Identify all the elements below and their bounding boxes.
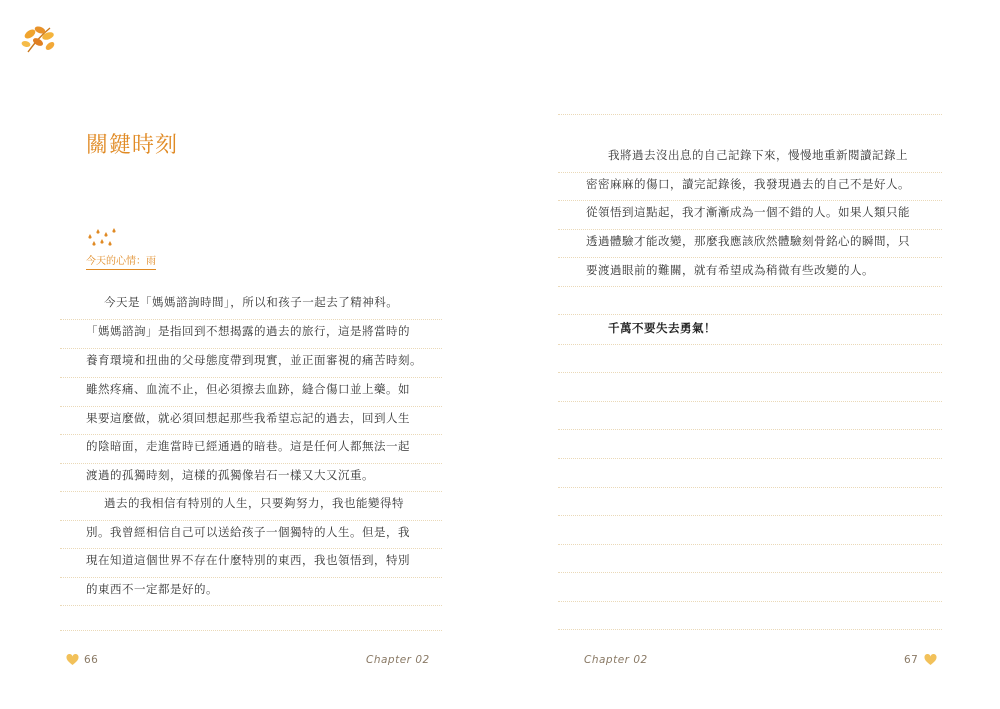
chapter-label: Chapter 02: [366, 654, 430, 666]
mood-label: 今天的心情：雨: [86, 252, 156, 270]
rule-line: [60, 463, 442, 464]
rule-line: [60, 434, 442, 435]
rule-line: [558, 314, 942, 315]
body-line: 過去的我相信有特別的人生，只要夠努力，我也能變得特: [104, 496, 404, 510]
rule-line: [558, 257, 942, 258]
body-line: 養育環境和扭曲的父母態度帶到現實，並正面審視的痛苦時刻。: [86, 353, 422, 367]
rule-line: [558, 372, 942, 373]
body-line: 的陰暗面，走進當時已經通過的暗巷。這是任何人都無法一起: [86, 439, 410, 453]
rule-line: [60, 348, 442, 349]
rule-line: [558, 401, 942, 402]
body-line: 透過體驗才能改變，那麼我應該欣然體驗刻骨銘心的瞬間，只: [586, 234, 910, 248]
body-line: 從領悟到這點起，我才漸漸成為一個不錯的人。如果人類只能: [586, 205, 910, 219]
body-line: 要渡過眼前的難關，就有希望成為稍微有些改變的人。: [586, 263, 874, 277]
body-line: 「媽媽諮詢」是指回到不想揭露的過去的旅行，這是將當時的: [86, 324, 410, 338]
body-line: 果要這麼做，就必須回想起那些我希望忘記的過去，回到人生: [86, 411, 410, 425]
body-line: 密密麻麻的傷口，讀完記錄後，我發現過去的自己不是好人。: [586, 177, 910, 191]
rule-line: [60, 406, 442, 407]
rule-line: [558, 487, 942, 488]
rule-line: [558, 344, 942, 345]
rule-line: [60, 491, 442, 492]
rule-line: [558, 229, 942, 230]
rule-line: [558, 200, 942, 201]
rule-line: [60, 377, 442, 378]
rule-line: [558, 629, 942, 630]
rule-line: [558, 286, 942, 287]
rule-line: [60, 630, 442, 631]
rule-line: [558, 114, 942, 115]
rule-line: [558, 572, 942, 573]
rule-line: [558, 429, 942, 430]
body-line: 別。我曾經相信自己可以送給孩子一個獨特的人生。但是，我: [86, 525, 410, 539]
emphasis-line: 千萬不要失去勇氣！: [608, 321, 716, 335]
rule-line: [60, 319, 442, 320]
body-line: 雖然疼痛、血流不止，但必須擦去血跡，縫合傷口並上藥。如: [86, 382, 410, 396]
rain-icon: [86, 226, 120, 248]
rule-line: [558, 458, 942, 459]
heart-icon: [924, 654, 937, 666]
chapter-label: Chapter 02: [584, 654, 648, 666]
body-line: 現在知道這個世界不存在什麼特別的東西，我也領悟到，特別: [86, 553, 410, 567]
page-number: 67: [904, 654, 919, 666]
rule-line: [60, 577, 442, 578]
rule-line: [60, 605, 442, 606]
body-line: 今天是「媽媽諮詢時間」，所以和孩子一起去了精神科。: [104, 295, 399, 309]
rule-line: [558, 515, 942, 516]
rule-line: [60, 520, 442, 521]
leaf-branch-icon: [20, 20, 58, 56]
rule-line: [558, 601, 942, 602]
heart-icon: [66, 654, 79, 666]
body-line: 渡過的孤獨時刻，這樣的孤獨像岩石一樣又大又沉重。: [86, 468, 374, 482]
body-line: 我將過去沒出息的自己記錄下來，慢慢地重新閱讀記錄上: [608, 148, 908, 162]
rule-line: [60, 548, 442, 549]
chapter-title: 關鍵時刻: [86, 133, 179, 158]
body-line: 的東西不一定都是好的。: [86, 582, 218, 596]
rule-line: [558, 544, 942, 545]
page-number: 66: [84, 654, 99, 666]
rule-line: [558, 172, 942, 173]
right-page: [500, 0, 1000, 709]
